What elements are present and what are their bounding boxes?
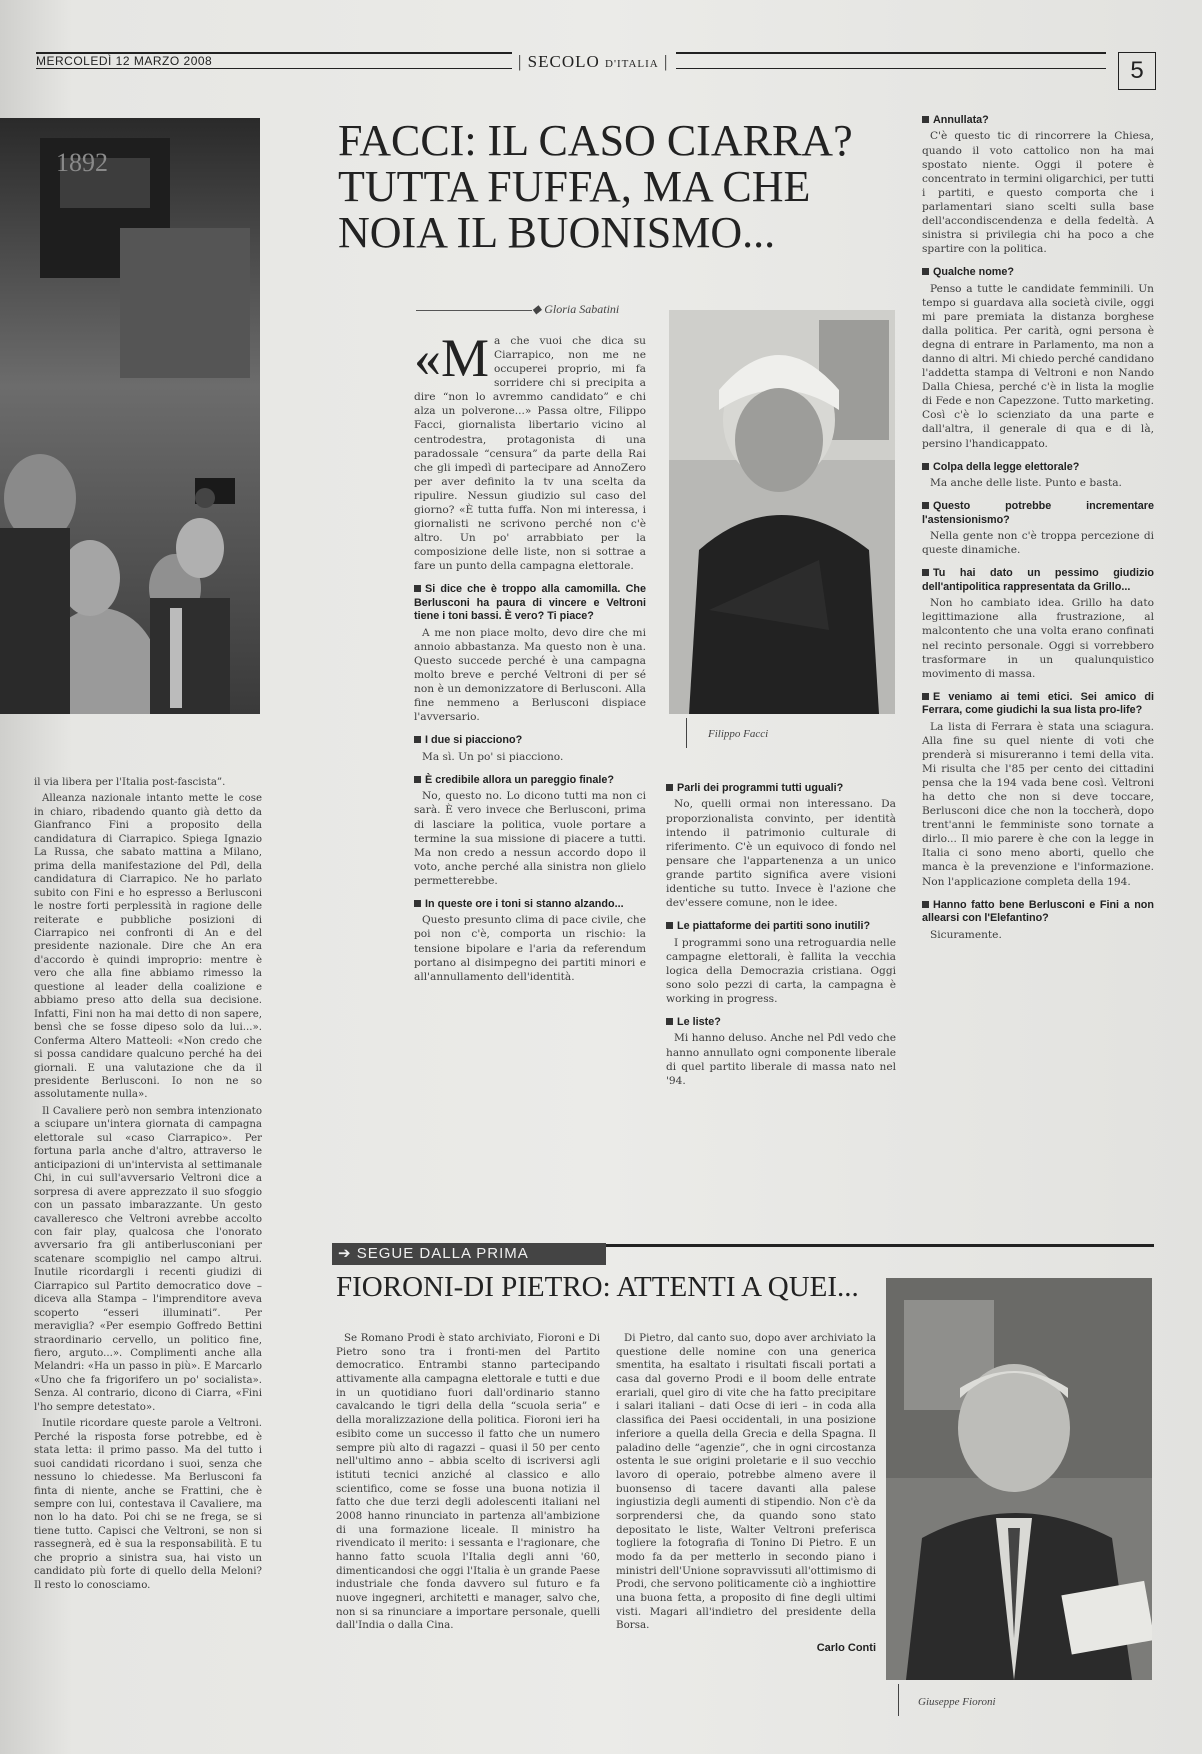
square-bullet-icon (666, 1018, 673, 1025)
page-number: 5 (1118, 52, 1156, 90)
qa-center-3 (666, 1016, 896, 1088)
qa-right-5 (922, 567, 1154, 680)
qa-question-text: Colpa della legge elettorale? (933, 460, 1080, 473)
qa-answer: Mi hanno deluso. Anche nel Pdl vedo che hanno annullato ogni componente liberale di quel partito liberale di massa nato nel '94. (666, 1032, 896, 1087)
qa-answer: Penso a tutte le candidate femminili. Un tempo si guardava alla società civile, oggi mi pare premiata la distanza borghese dalla politica. Per carità, ogni persona è degna di entrare in Parlamento, ma non a danno di altri. Mi chiedo perché candidano l'addetta stampa di Veltroni e non Nando Dalla Chiesa, perché c'è in lista la moglie di Fede e non Capezzone. Tutto marketing. Così c'è lo scienziato da una parte e dall'altra, il generale di qua e di là, persino l'handicappato. (922, 282, 1154, 450)
qa-question-text: In queste ore i toni si stanno alzando... (425, 897, 624, 910)
square-bullet-icon (414, 776, 421, 783)
qa-right-7 (922, 899, 1154, 942)
fioroni-caption: Giuseppe Fioroni (918, 1696, 996, 1708)
square-bullet-icon (922, 502, 929, 509)
qa-answer: I programmi sono una retroguardia nelle campagne elettorali, è fallita la vecchia logica della Democrazia cristiana. Oggi sono solo pezzi di carta, la campagna è working in progress. (666, 936, 896, 1005)
left-paragraph: Inutile ricordare queste parole a Veltroni. Perché la risposta forse potrebbe, ed è stata letta: il primo passo. Ma del tutto i suoi candidati ricordano i suoi, senza che nessuno lo chiedesse. Ma Berlusconi fa finta di niente, anche se Frattini, che è sempre con lui, contestava il Cavaliere, ma non lo ha dato. Poi chi se ne frega, se si tiene tutto. Capisci che Veltroni, se non si rassegnerà, ed è sua la responsabilità. E tu che proprio a sinistra sua, hai visto un candidato più forte di quello della Meloni? Il resto lo conosciamo. (34, 1418, 262, 1591)
qa-mid-4 (414, 898, 646, 984)
article1-middle-column (414, 328, 646, 987)
qa-question-text: Si dice che è troppo alla camomilla. Che Berlusconi ha paura di vincere e Veltroni tiene i toni bassi. È vero? Ti piace? (414, 583, 646, 623)
headline-line-3: NOIA IL BUONISMO... (338, 207, 776, 257)
qa-right-4 (922, 500, 1154, 557)
rally-photo-image (0, 118, 260, 714)
masthead-rule-right (676, 52, 1106, 54)
headline-line-2: TUTTA FUFFA, MA CHE (338, 161, 811, 211)
qa-answer: La lista di Ferrara è stata una sciagura. Alla fine su quel niente di voti che prenderà si misureranno i temi della vita. Mi risulta che l'85 per cento dei cittadini pensa che la 194 vada bene così. Veltroni ha detto che non si deve toccare, Berlusconi dice che non la toccherà, dopo trent'anni le femministe sono tornate a dirlo... Il mio parere è che con la legge in Italia ci sono meno aborti, quello che manca è la prevenzione e l'informazione. Non l'applicazione completa della 194. (922, 720, 1154, 888)
article2-author: Carlo Conti (816, 1642, 876, 1655)
qa-right-2 (922, 266, 1154, 450)
qa-question (414, 774, 646, 787)
qa-answer: No, quelli ormai non interessano. Da proporzionalista convinto, per identità intendo il patrimonio culturale di riferimento. C'è un equivoco di fondo nel pensare che l'appartenenza a un unico grande partito significa avere visioni identiche su tutto. Invece è l'azione che dev'essere comune, non le idee. (666, 798, 896, 910)
qa-question-text: I due si piacciono? (425, 734, 523, 747)
square-bullet-icon (666, 784, 673, 791)
fioroni-portrait-image (886, 1278, 1152, 1680)
dropcap: «M (414, 328, 490, 388)
qa-answer: C'è questo tic di rincorrere la Chiesa, quando il voto cattolico non ha mai spostato niente. Oggi il potere è concentrato in termini oligarchici, per tutti i partiti, e questo comporta che i parlamentari siano scelti sulla base dell'accondiscendenza e della fedeltà. A sinistra si privilegia chi ha poco a che spartire con la politica. (922, 130, 1154, 256)
square-bullet-icon (922, 901, 929, 908)
byline-rule (416, 310, 532, 311)
qa-mid-3 (414, 774, 646, 888)
rally-photo (0, 118, 260, 714)
qa-question-text: Qualche nome? (933, 266, 1014, 279)
qa-question-text: E veniamo ai temi etici. Sei amico di Ferrara, come giudichi la sua lista pro-life? (922, 690, 1154, 717)
left-column-article (34, 776, 262, 1595)
qa-question (666, 920, 896, 933)
qa-mid-2 (414, 734, 646, 764)
qa-right-1 (922, 114, 1154, 256)
qa-answer: Questo presunto clima di pace civile, che poi non c'è, comporta un rischio: la tensione bipolare e l'aria da referendum portano al disimpegno dei partiti minori e all'annullamento dell'identità. (414, 914, 646, 983)
square-bullet-icon (922, 463, 929, 470)
qa-answer: Nella gente non c'è troppa percezione di queste dinamiche. (922, 530, 1154, 557)
qa-question (922, 899, 1154, 926)
left-paragraph: Alleanza nazionale intanto mette le cose in chiaro, ribadendo quanto già detto da Gianfranco Fini a proposito della candidatura di Ciarrapico. Spiega Ignazio La Russa, che sabato mattina a Milano, prima della manifestazione del Pdl, della candidatura di Ciarrapico. Ne ho parlato subito con Fini e ho espresso a Berlusconi le nostre forti perplessità in ragione delle reiterate e pubbliche posizioni di Ciarrapico nei confronti di An e del presidente nazionale. Dire che An era d'accordo è quindi improprio: mentre è vero che alla fine abbiamo rimesso la questione al leader della coalizione e abbiamo preso atto della sua decisione. Infatti, Fini non ha mai detto di non sapere, bensì che se fosse dipeso solo da lui...». Conferma Altero Matteoli: «Non credo che si possa candidare qualcuno perché ha dei giornali. E una valutazione che da il presidente Berlusconi. Io non ne so assolutamente nulla». (34, 793, 262, 1101)
qa-answer: Ma sì. Un po' si piacciono. (422, 750, 564, 763)
article2-col2-text: Di Pietro, dal canto suo, dopo aver archiviato la questione delle nomine con una generica smentita, ha esaltato i risultati fiscali portati a casa dal governo Prodi e il boom delle entrate erariali, quel giro di vite che ha fatto precipitare i salari italiani – dati Ocse di ieri – in coda alla classifica dei Paesi occidentali, in una posizione inferiore a quella della Grecia e della Spagna. Il paladino delle “agenzie”, che in ogni circostanza ostenta le sue origini proletarie e il suo vecchio lavoro di operaio, potrebbe almeno avere il buonsenso di tacere davanti alla palese ingiustizia degli aumenti di stipendio. Non c'è da sorprendersi che, da quando sono stato depositato le liste, Walter Veltroni preferisca togliere la fotografia di Tonino Di Pietro. E un modo fa da per metterlo in secondo piano i ministri dell'Unione sopravvissuti all'ottimismo di Prodi, che servono politicamente ciò a inghiottire una buona fetta, a proposito di fine degli ultimi visti. Magari all'indietro del presidente della Borsa. (616, 1332, 876, 1632)
qa-answer: Sicuramente. (930, 928, 1002, 941)
article1-right-column (922, 114, 1154, 945)
qa-answer: Ma anche delle liste. Punto e basta. (930, 477, 1122, 490)
masthead-title: | SECOLO D'ITALIA | (518, 52, 669, 71)
qa-mid-1 (414, 583, 646, 724)
facci-portrait-image (669, 310, 895, 714)
qa-question-text: Annullata? (933, 114, 989, 126)
qa-right-6 (922, 691, 1154, 889)
article2-col1-text: Se Romano Prodi è stato archiviato, Fioroni e Di Pietro sono tra i fronti-men del Partito democratico. Entrambi stanno partecipando attivamente alla campagna elettorale e tutti e due in un quotidiano fuori dall'ordinario stanno cavalcando le tigri della della “scuola seria” e della moralizzazione della politica. Fioroni ieri ha esibito come un successo il fatto che un numero sempre più alto di ragazzi – quasi il 50 per cento nell'ultimo anno – abbia scelto di iscriversi agli istituti tecnici anziché al classico e allo scientifico, come se fosse una buona notizia il fatto che due terzi degli adolescenti italiani nel 2008 hanno rinunciato in partenza all'ambizione di una formazione liceale. Il ministro ha rivendicato il merito: i sessanta e l'ragionare, che hanno fatto scuola l'Italia degli anni '60, dimenticandosi che oggi l'Italia è un grande Paese industriale che fonda davvero sul futuro e fa nuove ingegneri, architetti e manager, salvo che, non si sa rinunciare a importare personale, quelli dall'India o dalla Cina. (336, 1332, 600, 1632)
qa-question-text: È credibile allora un pareggio finale? (425, 773, 614, 786)
qa-answer: No, questo no. Lo dicono tutti ma non ci sarà. È vero invece che Berlusconi, prima di lasciare la politica, vuole portare a termine la sua missione di piacere a tutti. Ma non credo a nessun accordo dopo il voto, anche perché alla sinistra non glielo permetterebbe. (414, 790, 646, 887)
square-bullet-icon (922, 693, 929, 700)
qa-question (414, 734, 646, 747)
qa-question (922, 266, 1154, 279)
masthead-rule-left-bottom (36, 68, 512, 69)
qa-center-1 (666, 782, 896, 910)
square-bullet-icon (414, 585, 421, 592)
caption-rule-fioroni (898, 1684, 899, 1716)
square-bullet-icon (414, 736, 421, 743)
qa-question-text: Hanno fatto bene Berlusconi e Fini a non allearsi con l'Elefantino? (922, 898, 1154, 925)
fioroni-portrait (886, 1278, 1152, 1680)
article1-headline (338, 118, 878, 255)
qa-question (414, 583, 646, 623)
qa-answer: A me non piace molto, devo dire che mi annoio abbastanza. Ma questo non è una. Questo succede perché è una campagna molto breve e perché Veltroni di per sé non è un demonizzatore di Berlusconi. Alla fine nemmeno a Berlusconi dispiace l'avversario. (414, 626, 646, 724)
masthead-date: MERCOLEDÌ 12 MARZO 2008 (36, 54, 213, 68)
caption-rule-facci (686, 718, 687, 748)
qa-center-2 (666, 920, 896, 1006)
qa-question (922, 500, 1154, 527)
qa-question (666, 1016, 896, 1029)
masthead-paper: SECOLO (527, 52, 600, 71)
segue-label: SEGUE DALLA PRIMA (356, 1245, 529, 1262)
qa-right-3 (922, 461, 1154, 491)
square-bullet-icon (414, 900, 421, 907)
facci-caption: Filippo Facci (708, 728, 769, 740)
article1-lead: a che vuoi che dica su Ciarrapico, non me ne occuperei proprio, mi fa sorridere chi si precipita a dire “non lo avremmo candidato” e chi alza un polverone...» Passa oltre, Filippo Facci, giornalista libertario vicino al centrodestra, protagonista di una paradossale “censura” da parte della Rai che gli impedì di partecipare ad AnnoZero per aver definito la tv una scelta da ripulire. Nessun giudizio sul caso del giorno? «È tutta fuffa. Non mi interessa, i giornalisti ne scrivono perché non c'è altro. Un po' arrabbiato per la composizione delle liste, non si sottrae a fare un punto della campagna elettorale. (414, 335, 646, 573)
qa-question (666, 782, 896, 795)
left-paragraph: Il Cavaliere però non sembra intenzionato a sciupare un'intera giornata di campagna elettorale sul «caso Ciarrapico». Per fortuna parla anche d'altro, attraverso le anticipazioni di un'intervista al settimanale Chi, in cui sull'avversario Veltroni dice a sorpresa di avere apprezzato il suo sfoggio con un passato imbarazzante. Un gesto cavalleresco che Veltroni avrebbe accolto con fair play, qualcosa che l'onorato avversario fra gli antiberlusconiani per scatenare scompiglio nel campo altrui. Inutile ricordargli i recenti giudizi di Ciarrapico sul Partito democratico dove – diceva alla Stampa – l'imprenditore aveva scoperto “esseri illuminati”. Per meraviglia? «Per esempio Goffredo Bettini straordinario cervello, un politico fine, fiero, arguto...». Complimenti anche alla Melandri: «Ha un passo in più». E Marcarlo «Uno che fa frigorifero un po' socialista». Senza. Al contrario, dicono di Ciarra, «Fini l'ho sempre detestato». (34, 1105, 262, 1413)
byline-author: Gloria Sabatini (544, 302, 620, 316)
article2-headline: FIORONI-DI PIETRO: ATTENTI A QUEI... (336, 1271, 859, 1303)
qa-question-text: Le piattaforme dei partiti sono inutili? (677, 920, 871, 933)
headline-line-1: FACCI: IL CASO CIARRA? (338, 116, 853, 165)
left-paragraph: il via libera per l'Italia post-fascista”. (34, 777, 226, 788)
square-bullet-icon (922, 268, 929, 275)
qa-question (922, 567, 1154, 594)
qa-question (414, 898, 646, 911)
article2-column-2 (616, 1332, 876, 1656)
qa-question-text: Le liste? (677, 1015, 721, 1028)
rally-banner-year: 1892 (56, 148, 108, 177)
square-bullet-icon (922, 569, 929, 576)
byline (532, 302, 619, 317)
qa-question-text: Tu hai dato un pessimo giudizio dell'antipolitica rappresentata da Grillo... (922, 567, 1154, 593)
square-bullet-icon (922, 116, 929, 123)
article2-column-1 (336, 1332, 600, 1636)
masthead-rule-left (36, 52, 512, 54)
qa-question (922, 461, 1154, 474)
masthead-paper-sub: D'ITALIA (605, 58, 659, 70)
byline-diamond-icon: ◆ (532, 302, 545, 316)
facci-portrait (669, 310, 895, 714)
masthead-rule-right-bottom (676, 68, 1106, 69)
article1-center-column (666, 774, 896, 1091)
qa-question (922, 691, 1154, 718)
qa-question-text: Questo potrebbe incrementare l'astensionismo? (922, 500, 1154, 526)
qa-question (922, 114, 1154, 127)
qa-answer: Non ho cambiato idea. Grillo ha dato legittimazione alla frustrazione, al malcontento che una volta erano confinati nel recinto personale. Oggi si vorrebbero trasformare in un qualunquistico movimento di massa. (922, 597, 1154, 680)
arrow-right-icon: ➔ (338, 1245, 357, 1262)
square-bullet-icon (666, 922, 673, 929)
qa-question-text: Parli dei programmi tutti uguali? (677, 782, 844, 794)
segue-dalla-prima-tag (332, 1243, 606, 1265)
